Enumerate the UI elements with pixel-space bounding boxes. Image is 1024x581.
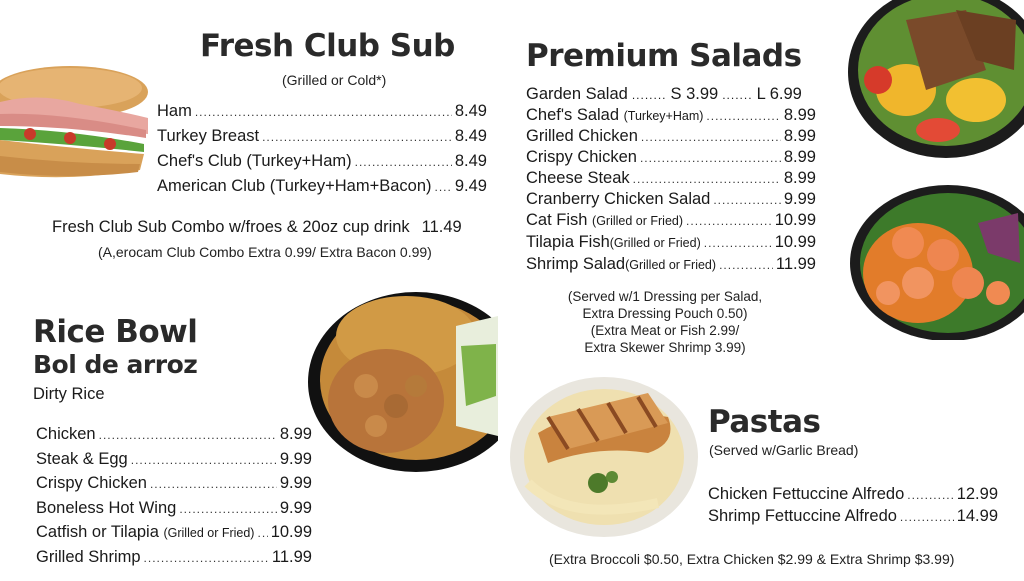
- menu-item: Catfish or Tilapia (Grilled or Fried) ..... 10.99: [36, 523, 312, 542]
- menu-item: Ham ..... 8.49: [157, 102, 487, 121]
- rice-bowl-subtitle: Dirty Rice: [33, 385, 105, 403]
- menu-item: Chef's Salad (Turkey+Ham) ..... 8.99: [526, 106, 816, 125]
- menu-item: Garden Salad ........ S 3.99 ....... L 6.99: [526, 85, 802, 103]
- grilled-chicken-salad-image: [846, 0, 1024, 158]
- rice-bowl-title: Rice Bowl: [33, 314, 198, 350]
- menu-item: Crispy Chicken ..... 8.99: [526, 148, 816, 167]
- rice-bowl-title-spanish: Bol de arroz: [33, 350, 198, 379]
- menu-item: Chicken Fettuccine Alfredo ..... 12.99: [708, 485, 998, 504]
- club-sub-title: Fresh Club Sub: [200, 28, 455, 64]
- menu-item: Chicken ..... 8.99: [36, 425, 312, 444]
- pastas-title: Pastas: [708, 404, 821, 440]
- club-combo: Fresh Club Sub Combo w/froes & 20oz cup drink 11.49: [52, 218, 462, 236]
- menu-item: Chef's Club (Turkey+Ham) ..... 8.49: [157, 152, 487, 171]
- salads-title: Premium Salads: [526, 38, 802, 74]
- rice-bowl-image: [306, 286, 498, 476]
- menu-item: Cranberry Chicken Salad ..... 9.99: [526, 190, 816, 209]
- menu-item: Turkey Breast ..... 8.49: [157, 127, 487, 146]
- menu-item: Cat Fish (Grilled or Fried) ..... 10.99: [526, 211, 816, 230]
- menu-item: Grilled Shrimp ..... 11.99: [36, 548, 312, 567]
- shrimp-salad-image: [848, 183, 1024, 340]
- menu-item: Grilled Chicken ..... 8.99: [526, 127, 816, 146]
- menu-item: American Club (Turkey+Ham+Bacon) ..... 9.49: [157, 177, 487, 196]
- club-combo-note: (A,erocam Club Combo Extra 0.99/ Extra Bacon 0.99): [98, 244, 432, 260]
- menu-item: Tilapia Fish(Grilled or Fried) ..... 10.99: [526, 233, 816, 252]
- salads-note: (Served w/1 Dressing per Salad, Extra Dressing Pouch 0.50) (Extra Meat or Fish 2.99/ Extra Skewer Shrimp 3.99): [567, 289, 763, 355]
- pasta-plate-image: [508, 373, 698, 538]
- pastas-subtitle: (Served w/Garlic Bread): [709, 442, 859, 458]
- club-sub-subtitle: (Grilled or Cold*): [282, 72, 387, 88]
- menu-item: Crispy Chicken ..... 9.99: [36, 474, 312, 493]
- pastas-extras-note: (Extra Broccoli $0.50, Extra Chicken $2.99 & Extra Shrimp $3.99): [549, 551, 955, 567]
- menu-item: Cheese Steak ..... 8.99: [526, 169, 816, 188]
- menu-item: Shrimp Fettuccine Alfredo ..... 14.99: [708, 507, 998, 526]
- menu-item: Steak & Egg ..... 9.99: [36, 450, 312, 469]
- menu-item: Boneless Hot Wing ..... 9.99: [36, 499, 312, 518]
- sub-sandwich-image: [0, 52, 150, 184]
- menu-item: Shrimp Salad(Grilled or Fried) ..... 11.99: [526, 255, 816, 274]
